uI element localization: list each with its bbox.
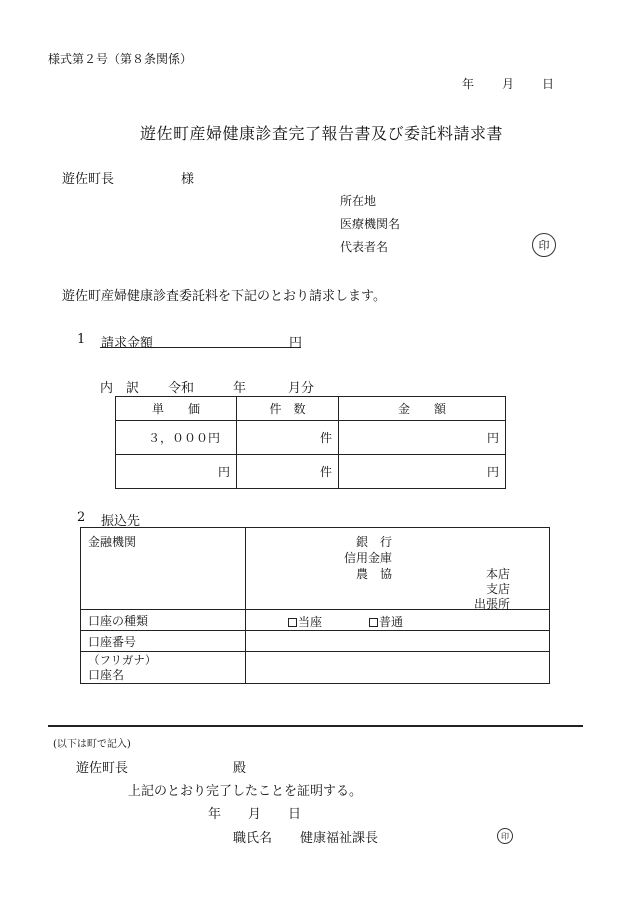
billing-amount-label: 請求金額 — [101, 336, 154, 351]
bank-cell — [246, 528, 550, 610]
account-number-row — [81, 631, 550, 652]
bank-row — [81, 528, 550, 610]
transfer-destination-label: 振込先 — [101, 514, 141, 529]
seal-mark — [532, 233, 556, 257]
position-label: 職氏名 — [233, 831, 273, 846]
billing-amount-underline — [100, 347, 301, 348]
date-day-label: 日 — [542, 77, 555, 91]
table-row — [116, 421, 506, 455]
town-date-year: 年 — [208, 807, 222, 822]
branch-type-office: 出張所 — [474, 597, 511, 611]
bank-type-bank: 銀 行 — [356, 535, 393, 549]
header-count: 件 数 — [237, 397, 339, 421]
account-type-row — [81, 610, 550, 631]
addressee-honorific: 様 — [181, 172, 195, 187]
checkbox-toza-box[interactable] — [288, 618, 297, 627]
table-header-row — [116, 397, 506, 421]
row1-count: 件 — [237, 421, 339, 455]
billing-amount-unit: 円 — [289, 336, 303, 351]
bank-type-nokyo: 農 協 — [356, 567, 393, 581]
section-divider — [48, 725, 583, 727]
certify-text: 上記のとおり完了したことを証明する。 — [128, 784, 363, 799]
era-label: 令和 — [168, 381, 195, 396]
institution-label: 医療機関名 — [340, 217, 401, 231]
document-title: 遊佐町産婦健康診査完了報告書及び委託料請求書 — [140, 124, 504, 143]
town-seal-mark — [497, 828, 513, 844]
date-month-label: 月 — [502, 77, 515, 91]
account-type-cell — [246, 610, 550, 631]
bank-type-shinkin: 信用金庫 — [344, 551, 393, 565]
town-date-day: 日 — [288, 807, 302, 822]
account-name-cell-label — [81, 652, 246, 684]
checkbox-toza-label: 当座 — [298, 615, 323, 629]
transfer-table — [80, 527, 550, 684]
town-honorific: 殿 — [233, 761, 247, 776]
checkbox-futsu-label: 普通 — [379, 615, 404, 629]
position-name: 健康福祉課長 — [300, 831, 379, 846]
account-name-row — [81, 652, 550, 684]
town-note: (以下は町で記入) — [53, 739, 131, 750]
branch-type-main: 本店 — [486, 567, 511, 581]
account-name-field[interactable] — [246, 652, 550, 684]
town-date-month: 月 — [248, 807, 262, 822]
header-unit-price: 単 価 — [116, 397, 237, 421]
furigana-label: （フリガナ） — [88, 652, 157, 667]
request-text: 遊佐町産婦健康診査委託料を下記のとおり請求します。 — [62, 289, 386, 304]
account-type-label: 口座の種類 — [81, 610, 246, 631]
row2-unit-price: 円 — [116, 455, 237, 489]
checkbox-toza[interactable] — [288, 613, 322, 630]
account-name-label: 口座名 — [88, 667, 125, 682]
addressee-name: 遊佐町長 — [62, 172, 115, 187]
breakdown-month-label: 月分 — [288, 381, 315, 396]
row2-count: 件 — [237, 455, 339, 489]
breakdown-label: 内 訳 — [100, 381, 140, 396]
breakdown-year-label: 年 — [233, 381, 247, 396]
address-label: 所在地 — [340, 194, 377, 208]
account-number-label: 口座番号 — [81, 631, 246, 652]
table-row — [116, 455, 506, 489]
account-number-field[interactable] — [246, 631, 550, 652]
breakdown-table — [115, 396, 506, 489]
header-amount: 金 額 — [339, 397, 506, 421]
town-seal-text: 印 — [501, 831, 509, 841]
date-year-label: 年 — [462, 77, 475, 91]
checkbox-futsu[interactable] — [369, 613, 403, 630]
town-addressee: 遊佐町長 — [76, 761, 129, 776]
row1-amount: 円 — [339, 421, 506, 455]
section1-number: 1 — [77, 332, 86, 347]
seal-text: 印 — [538, 239, 550, 252]
representative-label: 代表者名 — [340, 240, 389, 254]
bank-label: 金融機関 — [81, 528, 246, 610]
row2-amount: 円 — [339, 455, 506, 489]
section2-number: 2 — [77, 510, 86, 525]
form-number: 様式第２号（第８条関係） — [48, 52, 193, 66]
row1-unit-price: ３，０００円 — [116, 421, 237, 455]
checkbox-futsu-box[interactable] — [369, 618, 378, 627]
branch-type-branch: 支店 — [486, 582, 511, 596]
